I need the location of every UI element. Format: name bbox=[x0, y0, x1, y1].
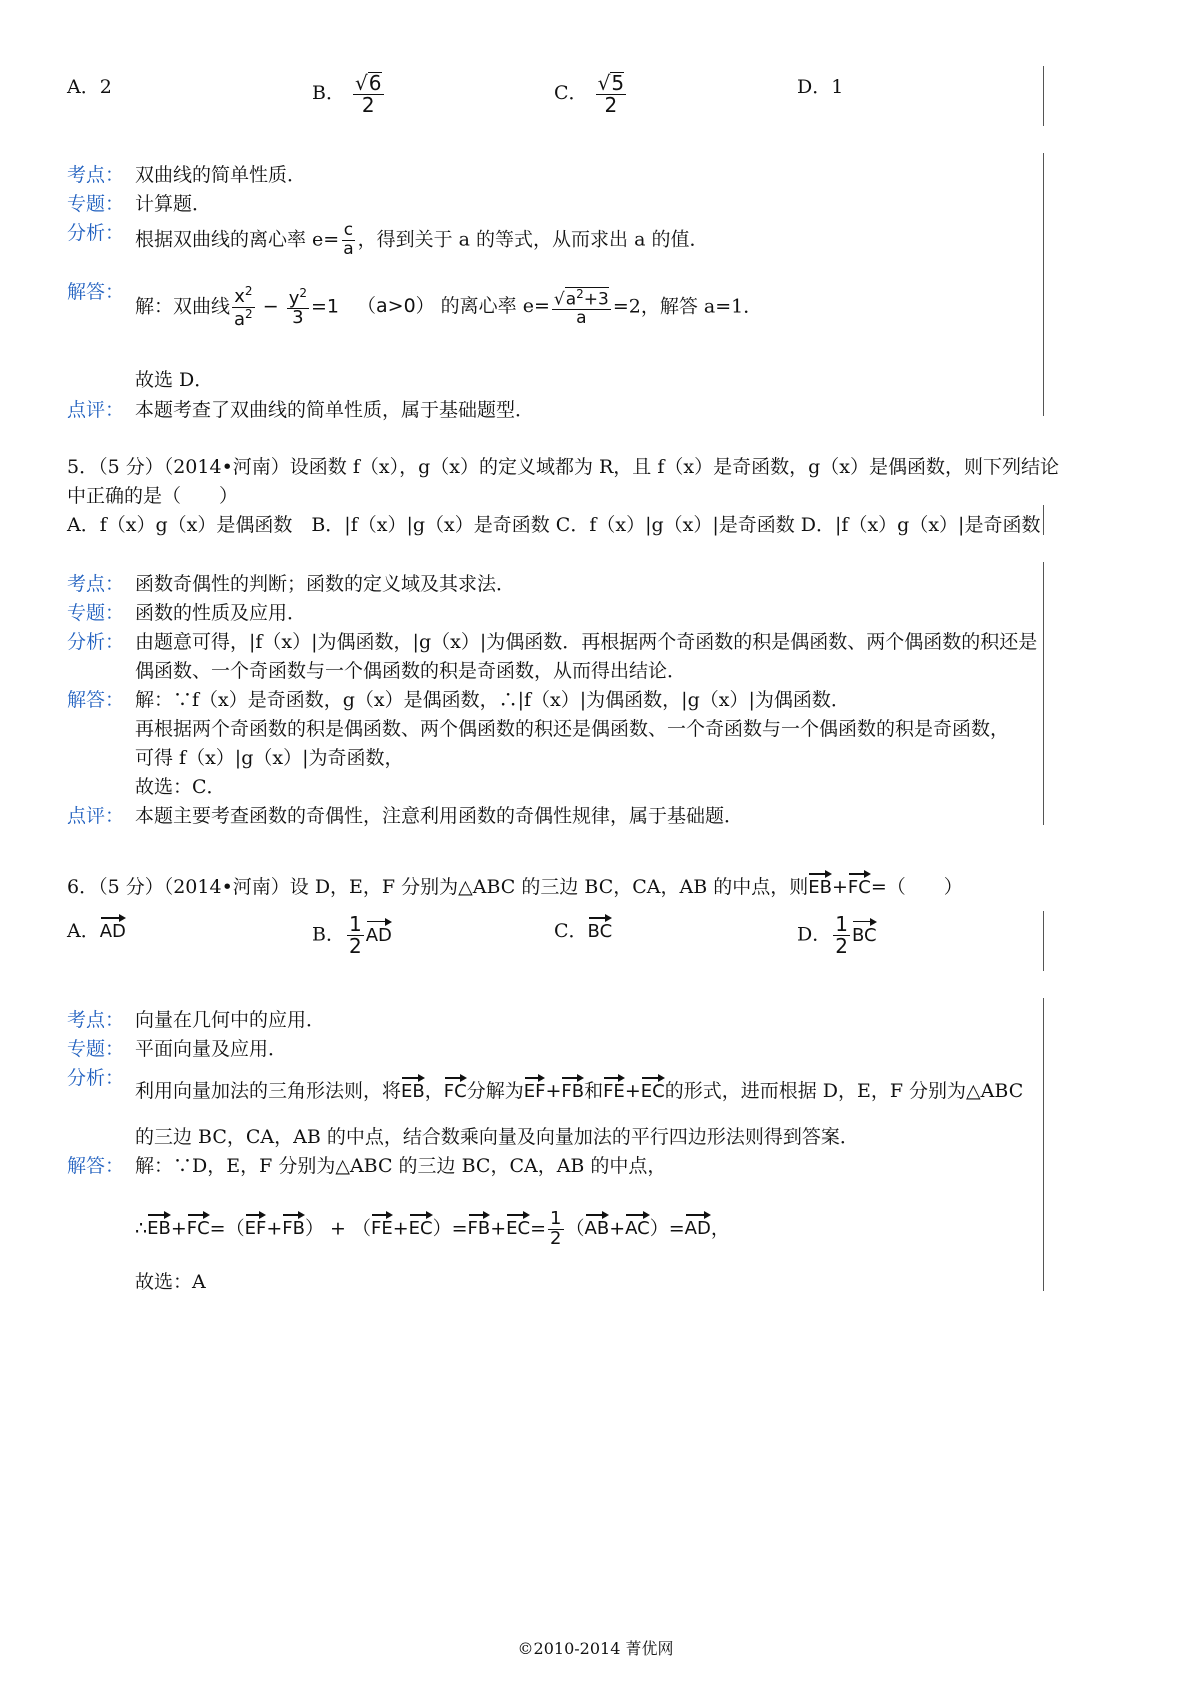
fraction-x2-a2: $\frac{x^2}{a^2}$ bbox=[234, 284, 253, 330]
q5-dianping: 本题主要考查函数的奇偶性，注意利用函数的奇偶性规律，属于基础题． bbox=[135, 805, 744, 827]
denominator: 2 bbox=[604, 93, 618, 117]
text: + bbox=[170, 1217, 187, 1240]
label-zhuanti: 专题： bbox=[67, 602, 125, 624]
q6-fenxi-line1 bbox=[135, 1074, 1023, 1103]
q5-jieda-line2: 再根据两个奇函数的积是偶函数、两个偶函数的积还是偶函数、一个奇函数与一个偶函数的积是奇函数， bbox=[135, 718, 1010, 740]
label-dianping: 点评： bbox=[67, 399, 125, 421]
text: ，得到关于 a 的等式，从而求出 a 的值． bbox=[357, 228, 709, 251]
label-kaodian: 考点： bbox=[67, 1009, 125, 1031]
vector-EC: EC bbox=[409, 1211, 433, 1239]
label-fenxi: 分析： bbox=[67, 222, 125, 244]
radicand: 6 bbox=[368, 71, 382, 95]
vector-AC: AC bbox=[625, 1211, 650, 1239]
margin-rule bbox=[1043, 505, 1044, 535]
q4-kaodian: 双曲线的简单性质． bbox=[135, 164, 307, 186]
margin-rule bbox=[1043, 153, 1044, 416]
text: + bbox=[392, 1217, 409, 1240]
q5-fenxi-line2: 偶函数、一个奇函数与一个偶函数的积是奇函数，从而得出结论． bbox=[135, 660, 687, 682]
vector-AD: AD bbox=[366, 918, 392, 946]
text: =（ ） bbox=[870, 876, 963, 898]
fraction-eccentricity: $\frac{√a^2+3}{a}$ bbox=[553, 286, 609, 329]
text: 的形式，进而根据 D，E，F 分别为△ABC bbox=[664, 1080, 1024, 1102]
text: ） bbox=[649, 1217, 669, 1240]
label-fenxi: 分析： bbox=[67, 631, 125, 653]
q5-options: A．f（x）g（x）是偶函数 B．|f（x）|g（x）是奇函数 C．f（x）|g（x）|是奇函数 D．|f（x）g（x）|是奇函数 bbox=[67, 514, 1041, 536]
fraction-y2-3: $\frac{y^2}{3}$ bbox=[288, 285, 307, 329]
vector-EF: EF bbox=[524, 1074, 546, 1102]
q5-kaodian: 函数奇偶性的判断；函数的定义域及其求法． bbox=[135, 573, 516, 595]
text: 解：双曲线 bbox=[135, 295, 231, 318]
vector-EB: EB bbox=[808, 870, 832, 898]
text: 根据双曲线的离心率 e= bbox=[135, 228, 340, 251]
text: + bbox=[490, 1217, 507, 1240]
text: = bbox=[209, 1217, 226, 1240]
option-letter: B． bbox=[312, 82, 345, 104]
label-jieda: 解答： bbox=[67, 689, 125, 711]
q6-option-a bbox=[67, 914, 126, 943]
label-fenxi: 分析： bbox=[67, 1067, 125, 1089]
text: + bbox=[545, 1080, 562, 1102]
label-kaodian: 考点： bbox=[67, 164, 125, 186]
text: ， bbox=[710, 1217, 730, 1240]
q5-jieda-line4: 故选：C． bbox=[135, 776, 226, 798]
text: 的离心率 e= bbox=[440, 295, 550, 318]
q6-fenxi-line2: 的三边 BC，CA，AB 的中点，结合数乘向量及向量加法的平行四边形法则得到答案． bbox=[135, 1126, 859, 1148]
vector-FB: FB bbox=[282, 1211, 305, 1239]
q4-jieda: 解：双曲线 $\frac{x^2}{a^2}$ − $\frac{y^2}{3}$ =1 （a>0） 的离心率 e= $\frac{√a^2+3}{a}$ =2，解答 a=1． bbox=[135, 284, 763, 330]
text: （ bbox=[225, 1217, 245, 1240]
option-letter: C． bbox=[554, 920, 588, 942]
vector-FB: FB bbox=[468, 1211, 491, 1239]
sqrt-fraction: $\frac{√5}{2}$ bbox=[597, 71, 625, 117]
text: 和 bbox=[584, 1080, 604, 1102]
text: = bbox=[530, 1217, 547, 1240]
fraction-half: $\frac{1}{2}$ bbox=[550, 1208, 562, 1249]
label-zhuanti: 专题： bbox=[67, 193, 125, 215]
q4-option-b bbox=[312, 72, 386, 116]
denominator: 2 bbox=[361, 93, 375, 117]
sqrt-fraction: $\frac{√6}{2}$ bbox=[355, 71, 382, 117]
q6-zhuanti: 平面向量及应用． bbox=[135, 1038, 288, 1060]
text: =2，解答 a=1． bbox=[612, 295, 763, 318]
text: 6．（5 分）（2014•河南）设 D，E，F 分别为△ABC 的三边 BC，CA，AB 的中点，则 bbox=[67, 876, 809, 898]
vector-FB: FB bbox=[561, 1074, 584, 1102]
text: （ bbox=[565, 1217, 585, 1240]
text: 利用向量加法的三角形法则，将 bbox=[135, 1080, 402, 1102]
q4-fenxi bbox=[135, 222, 708, 259]
option-letter: B． bbox=[312, 923, 345, 946]
vector-FE: FE bbox=[371, 1211, 393, 1239]
fraction-half: $\frac{1}{2}$ bbox=[835, 912, 848, 958]
q6-jieda-end: 故选：A bbox=[135, 1271, 206, 1293]
vector-AD: AD bbox=[685, 1211, 711, 1239]
text: （ bbox=[351, 1217, 371, 1240]
vector-EB: EB bbox=[401, 1074, 425, 1102]
text: + bbox=[831, 876, 848, 898]
q6-option-d bbox=[797, 914, 877, 957]
text: ） bbox=[304, 1217, 324, 1240]
vector-FC: FC bbox=[187, 1211, 210, 1239]
vector-EC: EC bbox=[641, 1074, 665, 1102]
margin-rule bbox=[1043, 998, 1044, 1291]
text: = bbox=[668, 1217, 685, 1240]
q6-stem bbox=[67, 870, 963, 899]
q6-jieda-equation: ∴EB+FC=（EF+FB） + （FE+EC）=FB+EC= $\frac{1}{2}$ （AB+AC）=AD， bbox=[135, 1208, 730, 1249]
vector-EB: EB bbox=[147, 1211, 171, 1239]
label-kaodian: 考点： bbox=[67, 573, 125, 595]
q5-jieda-line1: 解：∵f（x）是奇函数，g（x）是偶函数，∴|f（x）|为偶函数，|g（x）|为偶函数． bbox=[135, 689, 850, 711]
label-jieda: 解答： bbox=[67, 1155, 125, 1177]
text: =1 bbox=[310, 295, 339, 318]
margin-rule bbox=[1043, 911, 1044, 971]
q6-kaodian: 向量在几何中的应用． bbox=[135, 1009, 326, 1031]
q6-jieda-line1: 解：∵D，E，F 分别为△ABC 的三边 BC，CA，AB 的中点， bbox=[135, 1155, 667, 1177]
q4-option-a: A．2 bbox=[67, 76, 112, 98]
option-letter: D． bbox=[797, 923, 832, 946]
label-zhuanti: 专题： bbox=[67, 1038, 125, 1060]
vector-EC: EC bbox=[506, 1211, 530, 1239]
vector-BC: BC bbox=[852, 918, 877, 946]
margin-rule bbox=[1043, 66, 1044, 126]
text: ∴ bbox=[135, 1217, 148, 1240]
page-footer: ©2010-2014 菁优网 bbox=[517, 1639, 674, 1658]
q4-option-c bbox=[554, 72, 628, 116]
q5-stem-line1: 5．（5 分）（2014•河南）设函数 f（x），g（x）的定义域都为 R，且 f（x）是奇函数，g（x）是偶函数，则下列结论 bbox=[67, 456, 1059, 478]
fraction-half: $\frac{1}{2}$ bbox=[348, 912, 362, 958]
vector-FC: FC bbox=[848, 870, 871, 898]
margin-rule bbox=[1043, 562, 1044, 825]
label-dianping: 点评： bbox=[67, 805, 125, 827]
q4-zhuanti: 计算题． bbox=[135, 193, 212, 215]
vector-AD: AD bbox=[100, 914, 126, 942]
text: + bbox=[624, 1080, 641, 1102]
q5-stem-line2: 中正确的是（ ） bbox=[67, 485, 239, 507]
text: ） bbox=[432, 1217, 452, 1240]
radicand: 5 bbox=[611, 71, 625, 95]
text: = bbox=[451, 1217, 468, 1240]
text: ， bbox=[424, 1080, 444, 1102]
text: + bbox=[609, 1217, 626, 1240]
q5-jieda-line3: 可得 f（x）|g（x）|为奇函数， bbox=[135, 747, 404, 769]
q4-option-d: D．1 bbox=[797, 76, 844, 98]
q4-dianping: 本题考查了双曲线的简单性质，属于基础题型． bbox=[135, 399, 535, 421]
vector-FC: FC bbox=[444, 1074, 467, 1102]
label-jieda: 解答： bbox=[67, 281, 125, 303]
q4-jieda-end: 故选 D． bbox=[135, 369, 214, 391]
vector-FE: FE bbox=[603, 1074, 625, 1102]
vector-BC: BC bbox=[588, 914, 613, 942]
option-letter: A． bbox=[67, 920, 100, 942]
text: （a>0） bbox=[357, 295, 435, 318]
text: + bbox=[266, 1217, 283, 1240]
q6-option-b bbox=[312, 914, 392, 957]
fraction-c-over-a: $\frac{c}{a}$ bbox=[343, 220, 354, 259]
q6-option-c bbox=[554, 914, 612, 943]
q5-fenxi-line1: 由题意可得，|f（x）|为偶函数，|g（x）|为偶函数．再根据两个奇函数的积是偶函数、两个偶函数的积还是 bbox=[135, 631, 1038, 653]
vector-EF: EF bbox=[245, 1211, 267, 1239]
q5-zhuanti: 函数的性质及应用． bbox=[135, 602, 307, 624]
option-letter: C． bbox=[554, 82, 588, 104]
text: 分解为 bbox=[466, 1080, 524, 1102]
vector-AB: AB bbox=[585, 1211, 610, 1239]
